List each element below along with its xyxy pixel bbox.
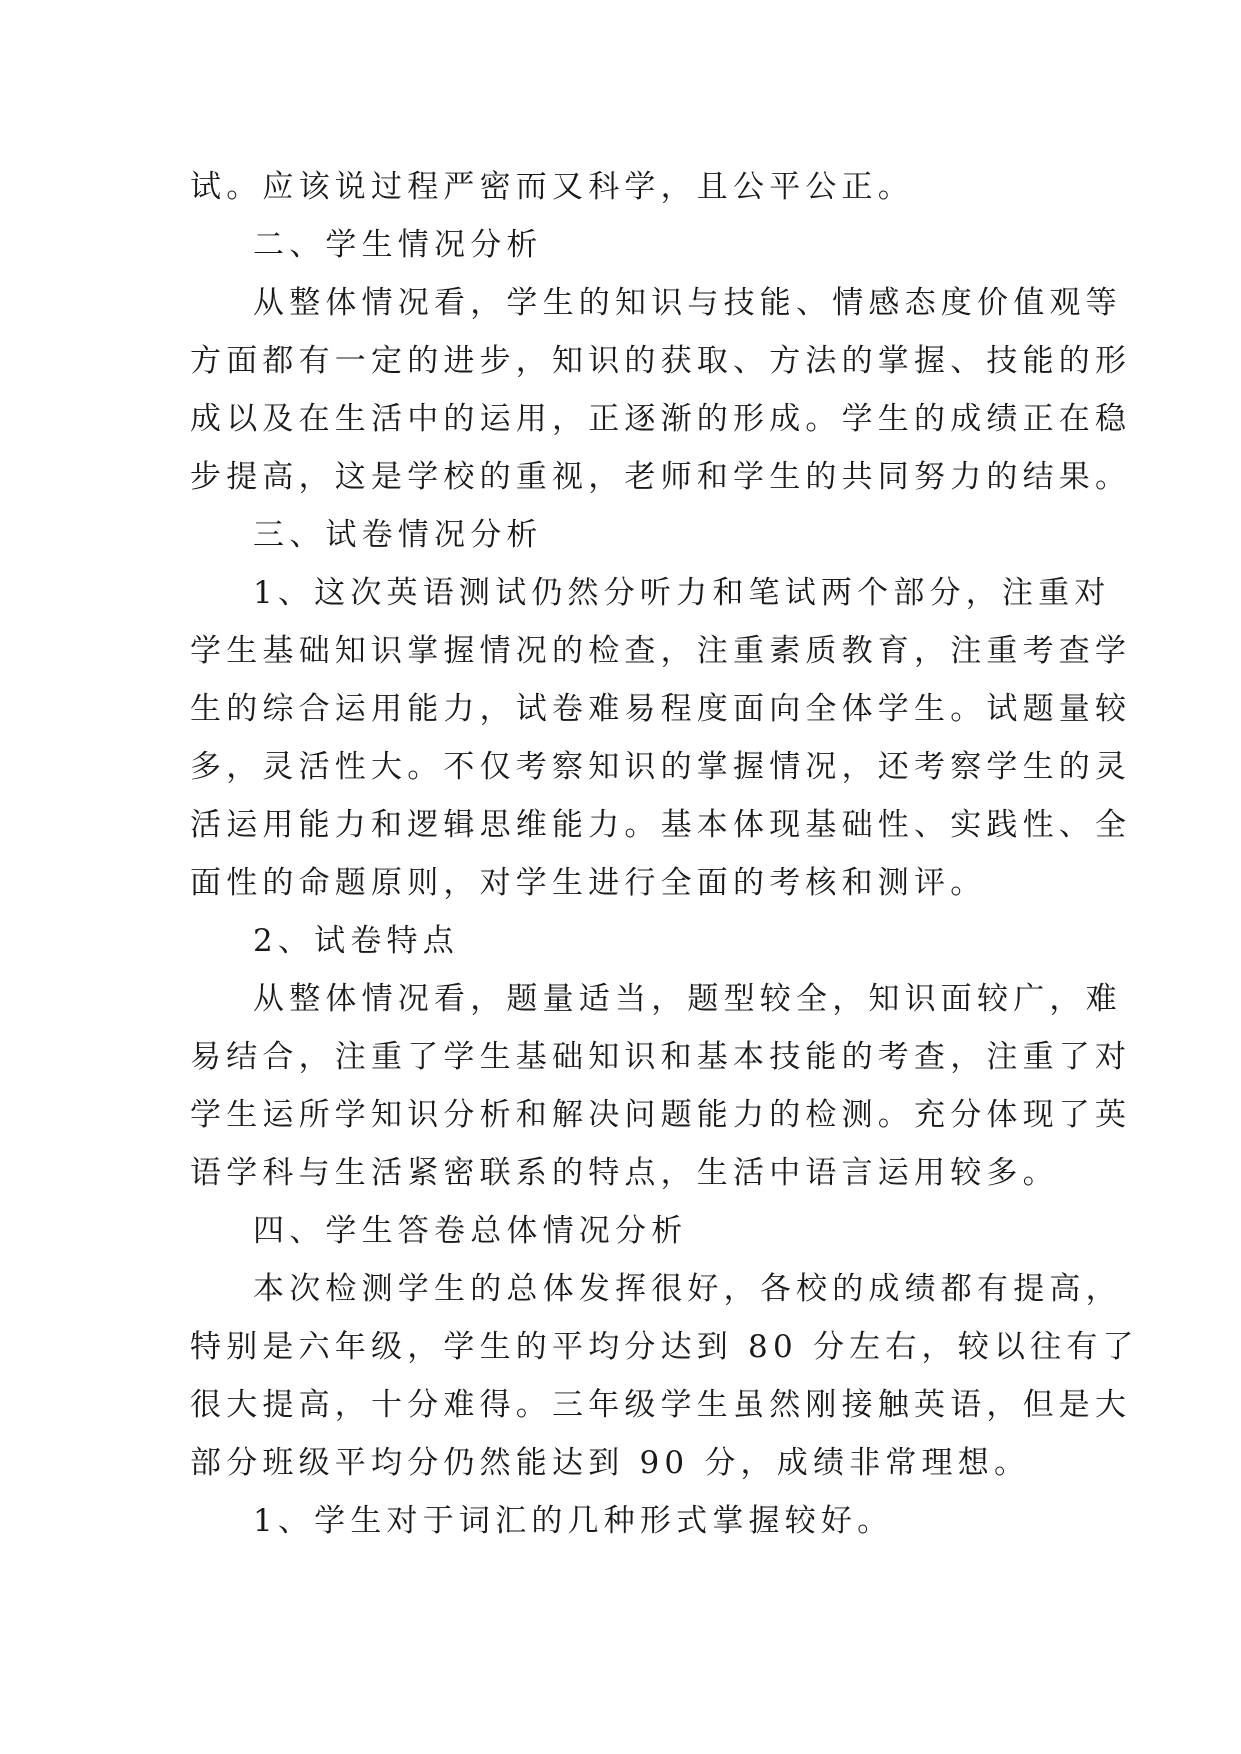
paragraph-line: 方面都有一定的进步，知识的获取、方法的掌握、技能的形 [190, 343, 1132, 379]
paragraph-line: 语学科与生活紧密联系的特点，生活中语言运用较多。 [190, 1155, 1059, 1191]
paragraph-line: 特别是六年级，学生的平均分达到 80 分左右，较以往有了 [190, 1329, 1139, 1365]
paragraph-line: 学生运所学知识分析和解决问题能力的检测。充分体现了英 [190, 1097, 1132, 1133]
paragraph-line: 面性的命题原则，对学生进行全面的考核和测评。 [190, 865, 987, 901]
paragraph-line: 部分班级平均分仍然能达到 90 分，成绩非常理想。 [190, 1445, 1031, 1481]
paragraph-line: 活运用能力和逻辑思维能力。基本体现基础性、实践性、全 [190, 807, 1132, 843]
paragraph-line: 步提高，这是学校的重视，老师和学生的共同努力的结果。 [190, 459, 1132, 495]
paragraph-line: 从整体情况看，学生的知识与技能、情感态度价值观等 [253, 285, 1122, 321]
subheading-paper-features: 2、试卷特点 [253, 923, 459, 959]
paragraph-line: 很大提高，十分难得。三年级学生虽然刚接触英语，但是大 [190, 1387, 1132, 1423]
paragraph-line: 多，灵活性大。不仅考察知识的掌握情况，还考察学生的灵 [190, 749, 1132, 785]
list-item-vocabulary: 1、学生对于词汇的几种形式掌握较好。 [253, 1503, 894, 1539]
paragraph-line: 易结合，注重了学生基础知识和基本技能的考查，注重了对 [190, 1039, 1132, 1075]
paragraph-line: 1、这次英语测试仍然分听力和笔试两个部分，注重对 [253, 575, 1111, 611]
section-heading-exam-paper: 三、试卷情况分析 [253, 517, 543, 553]
section-heading-answer-overview: 四、学生答卷总体情况分析 [253, 1213, 688, 1249]
paragraph-line: 学生基础知识掌握情况的检查，注重素质教育，注重考查学 [190, 633, 1132, 669]
paragraph-line: 成以及在生活中的运用，正逐渐的形成。学生的成绩正在稳 [190, 401, 1132, 437]
paragraph-line: 从整体情况看，题量适当，题型较全，知识面较广，难 [253, 981, 1122, 1017]
section-heading-student-situation: 二、学生情况分析 [253, 227, 543, 263]
paragraph-line: 试。应该说过程严密而又科学，且公平公正。 [190, 169, 914, 205]
paragraph-line: 本次检测学生的总体发挥很好，各校的成绩都有提高， [253, 1271, 1122, 1307]
paragraph-line: 生的综合运用能力，试卷难易程度面向全体学生。试题量较 [190, 691, 1132, 727]
document-body [190, 158, 1139, 1550]
